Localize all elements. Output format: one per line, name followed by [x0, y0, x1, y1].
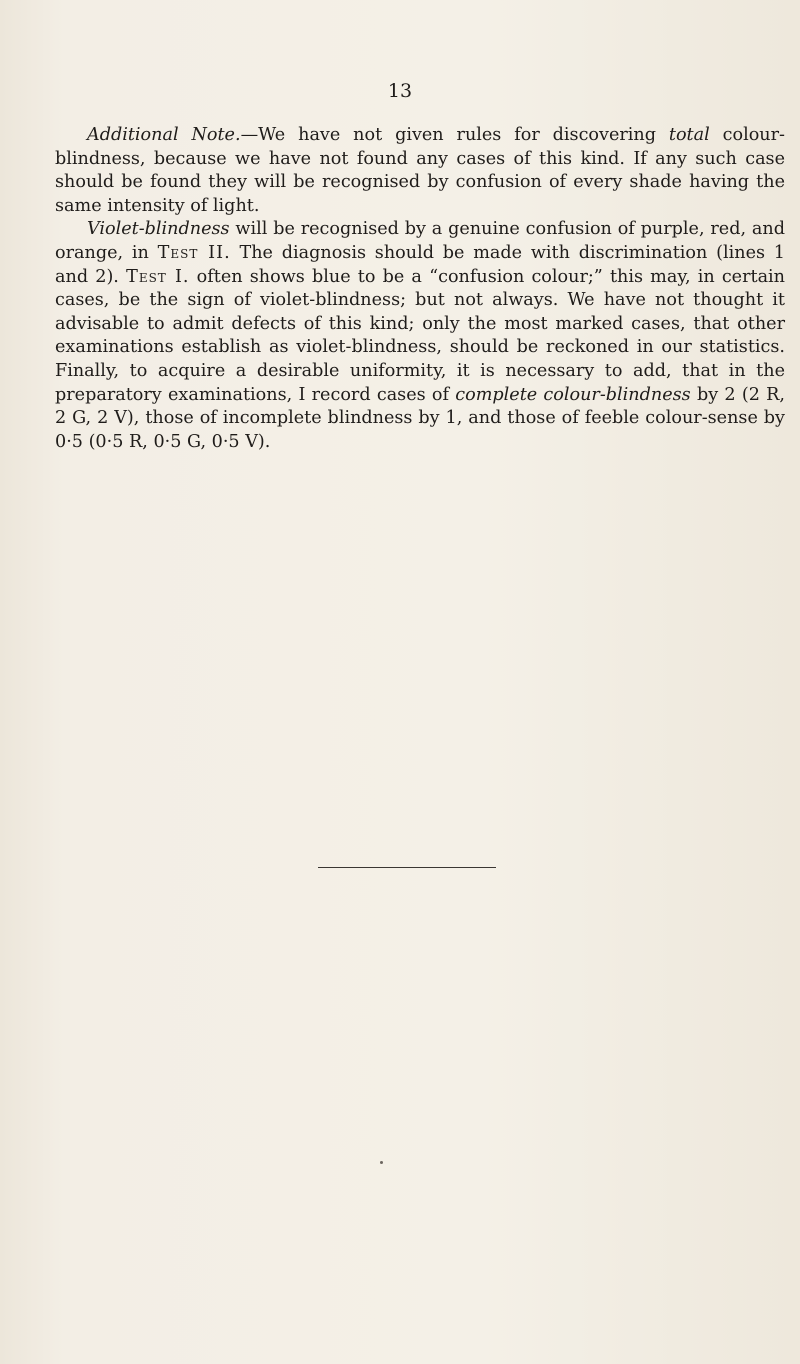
text-run: will be recognised by a genuine confusion of purple, red, and orange, in [55, 219, 785, 263]
paper-speck [380, 1161, 383, 1164]
test-reference: Test II. [157, 242, 231, 263]
text-run: by 2 (2 R, 2 G, 2 V), those of incomplete blindness by 1, and those of feeble colour-sense by 0·5 (0·5 R, 0·5 G, 0·5 V). [55, 384, 785, 452]
paragraph-violet-blindness [55, 218, 785, 454]
page-number: 13 [387, 80, 413, 102]
paragraph-additional-note [55, 124, 785, 218]
emphasis-complete-colour-blindness: complete colour-blindness [455, 384, 691, 405]
text-run: colour-blindness, because we have not found any cases of this kind. If any such case should be found they will be recognised by confusion of every shade having the same intensity of light. [55, 125, 785, 216]
emphasis-total: total [668, 125, 710, 145]
test-reference: Test I. [126, 266, 190, 287]
heading-violet-blindness: Violet-blindness [87, 219, 230, 240]
text-run: The diagnosis should be made with discrimination (lines 1 and 2). [55, 242, 785, 287]
section-divider [318, 867, 496, 868]
body-text [55, 124, 785, 454]
heading-additional-note: Additional Note. [87, 125, 241, 145]
text-run: often shows blue to be a “confusion colour;” this may, in certain cases, be the sign of violet-blindness; but not always. We have not thought it advisable to admit defects of this kind; only the most marked cases, that other examinations establish as violet-blindness, should be reckoned in our statistics. Finally, to acquire a desirable uniformity, it is necessary to add, that in the preparatory examinations, I record cases of [55, 266, 786, 405]
text-run: —We have not given rules for discovering [240, 125, 669, 145]
